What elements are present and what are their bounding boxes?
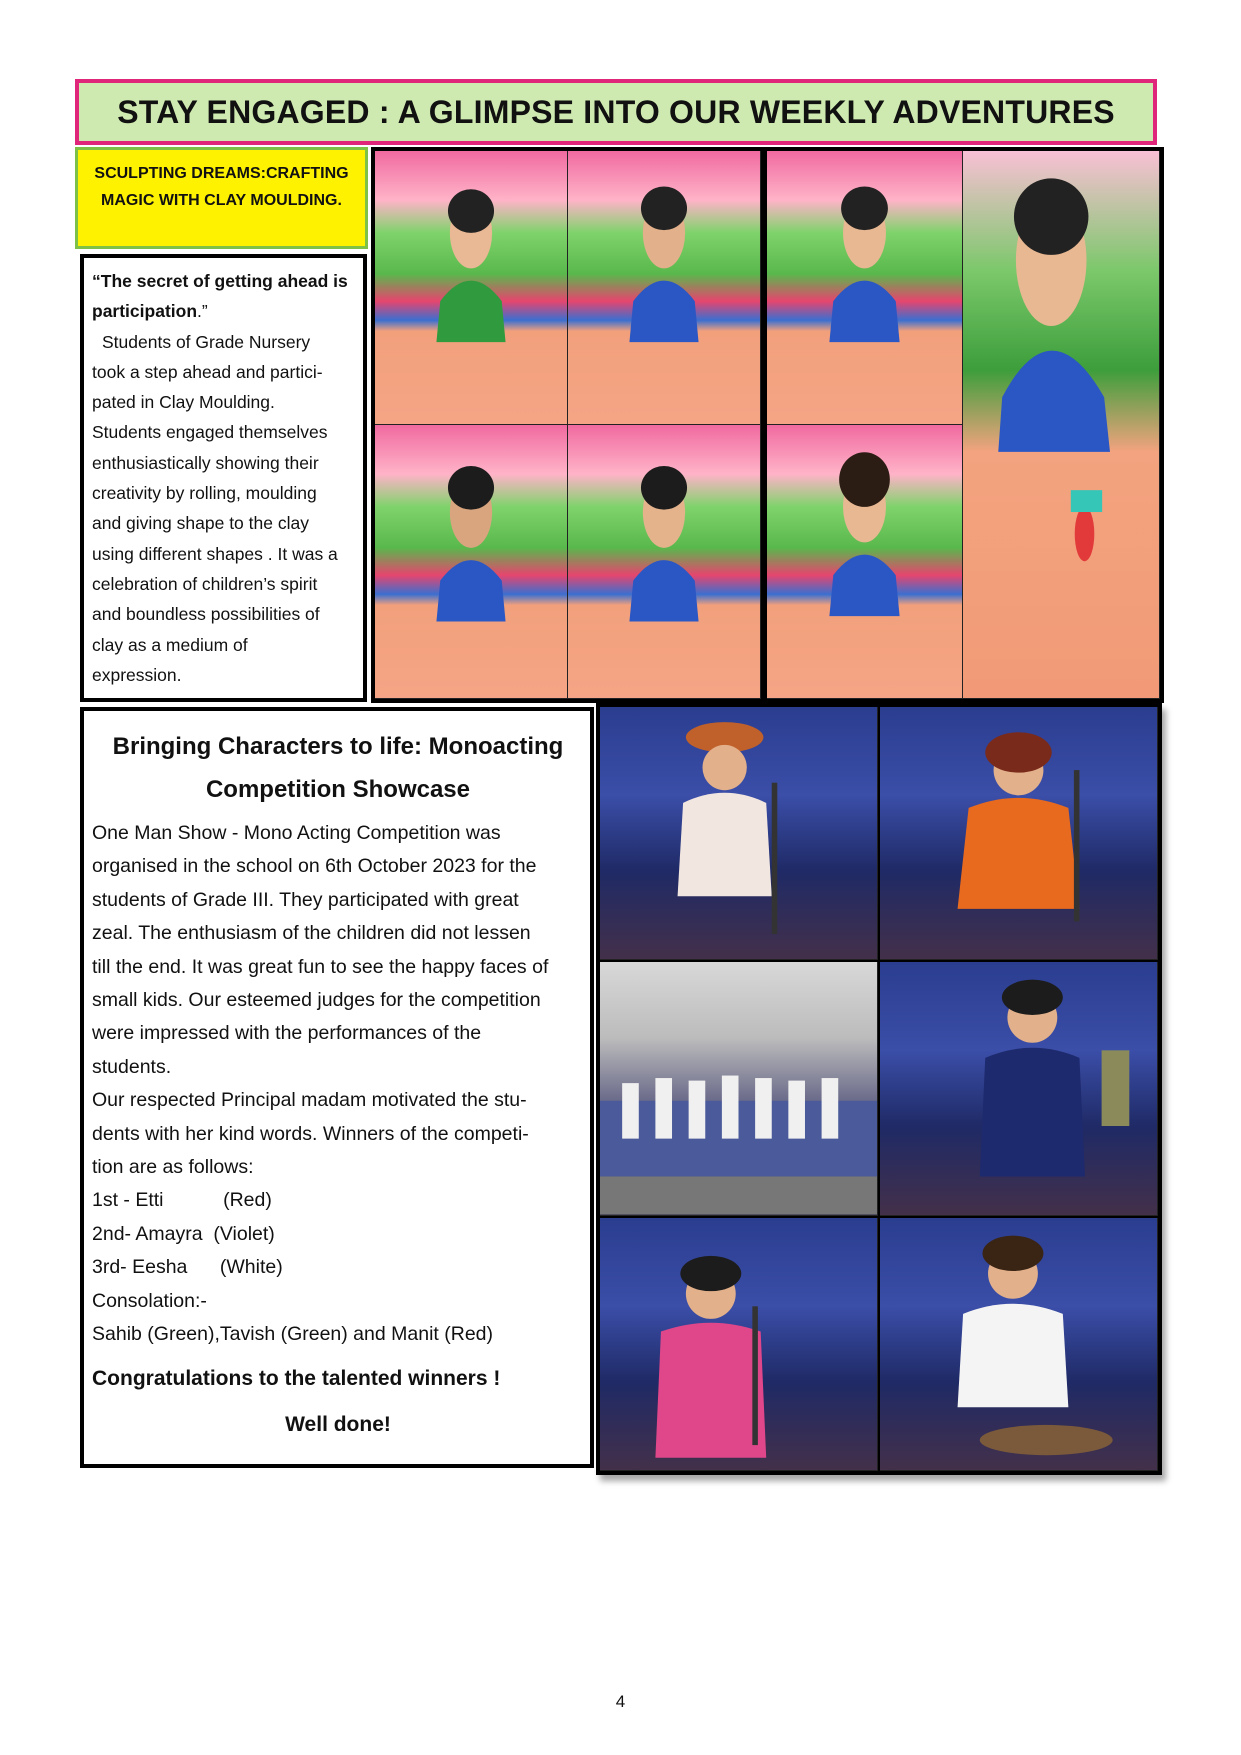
monoacting-photo: [600, 1218, 878, 1471]
clay-photo: [568, 425, 761, 699]
clay-section-title: [75, 147, 368, 249]
monoacting-line: till the end. It was great fun to see the happy faces of: [92, 955, 549, 978]
monoacting-photo: [880, 707, 1158, 960]
monoacting-line: zeal. The enthusiasm of the children did not lessen: [92, 922, 531, 945]
winner-first: 1st - Etti (Red): [92, 1189, 272, 1212]
monoacting-heading-line-1: Bringing Characters to life: Monoacting: [112, 733, 564, 760]
monoacting-group-photo: [600, 962, 878, 1215]
clay-quote-text: “The secret of getting ahead is participation: [92, 271, 348, 322]
consolation-winners: Sahib (Green),Tavish (Green) and Manit (Red): [92, 1323, 493, 1346]
clay-photo: [375, 151, 568, 425]
clay-line: clay as a medium of: [92, 634, 248, 655]
clay-photo: [767, 151, 963, 425]
clay-line: pated in Clay Moulding.: [92, 392, 275, 413]
monoacting-line: small kids. Our esteemed judges for the competition: [92, 989, 541, 1012]
winner-third: 3rd- Eesha (White): [92, 1256, 283, 1279]
monoacting-line: Our respected Principal madam motivated the stu-: [92, 1089, 527, 1112]
clay-title-line-1: SCULPTING DREAMS:CRAFTING: [94, 165, 349, 182]
monoacting-line: were impressed with the performances of the: [92, 1022, 482, 1045]
clay-line: took a step ahead and partici-: [92, 361, 323, 382]
monoacting-line: organised in the school on 6th October 2023 for the: [92, 855, 537, 878]
monoacting-photo: [880, 1218, 1158, 1471]
monoacting-heading: [92, 725, 584, 811]
clay-title-line-2: MAGIC WITH CLAY MOULDING.: [101, 192, 342, 209]
page-number: 4: [615, 1692, 626, 1711]
clay-line: expression.: [92, 664, 182, 685]
clay-body: [92, 327, 357, 691]
clay-line: [92, 327, 357, 357]
clay-photo: [568, 151, 761, 425]
winner-second: 2nd- Amayra (Violet): [92, 1222, 275, 1245]
clay-quote: [92, 266, 357, 327]
well-done-text: Well done!: [285, 1412, 391, 1436]
clay-photo-collage: [371, 147, 1164, 703]
banner-title: STAY ENGAGED : A GLIMPSE INTO OUR WEEKLY ADVENTURES: [117, 93, 1115, 130]
monoacting-photo: [880, 962, 1158, 1215]
clay-article: [80, 254, 367, 702]
monoacting-line: students.: [92, 1055, 172, 1078]
monoacting-heading-line-2: Competition Showcase: [205, 776, 471, 803]
clay-line-text: Students of Grade Nursery: [102, 331, 311, 352]
monoacting-body: [92, 817, 584, 1352]
monoacting-article: [80, 707, 594, 1468]
clay-line: Students engaged themselves: [92, 422, 328, 443]
congratulations-text: Congratulations to the talented winners !: [92, 1366, 501, 1390]
monoacting-line: dents with her kind words. Winners of the competi-: [92, 1122, 529, 1145]
monoacting-line: tion are as follows:: [92, 1156, 254, 1179]
clay-line: enthusiastically showing their: [92, 452, 319, 473]
monoacting-photo-collage: [596, 703, 1162, 1475]
monoacting-line: One Man Show - Mono Acting Competition was: [92, 822, 501, 844]
monoacting-line: students of Grade III. They participated with great: [92, 888, 519, 911]
clay-photo: [375, 425, 568, 699]
clay-quote-end: .”: [197, 301, 208, 322]
clay-line: creativity by rolling, moulding: [92, 483, 317, 504]
section-banner: [75, 79, 1157, 145]
clay-photo: [767, 425, 963, 699]
consolation-label: Consolation:-: [92, 1289, 207, 1312]
clay-line: using different shapes . It was a: [92, 543, 338, 564]
clay-line: and giving shape to the clay: [92, 513, 309, 534]
monoacting-photo: [600, 707, 878, 960]
clay-photo-large: [963, 151, 1160, 699]
clay-line: and boundless possibilities of: [92, 604, 320, 625]
clay-line: celebration of children’s spirit: [92, 573, 318, 594]
clay-photo-grid-right: [767, 151, 1160, 699]
clay-photo-grid-left: [375, 151, 761, 699]
